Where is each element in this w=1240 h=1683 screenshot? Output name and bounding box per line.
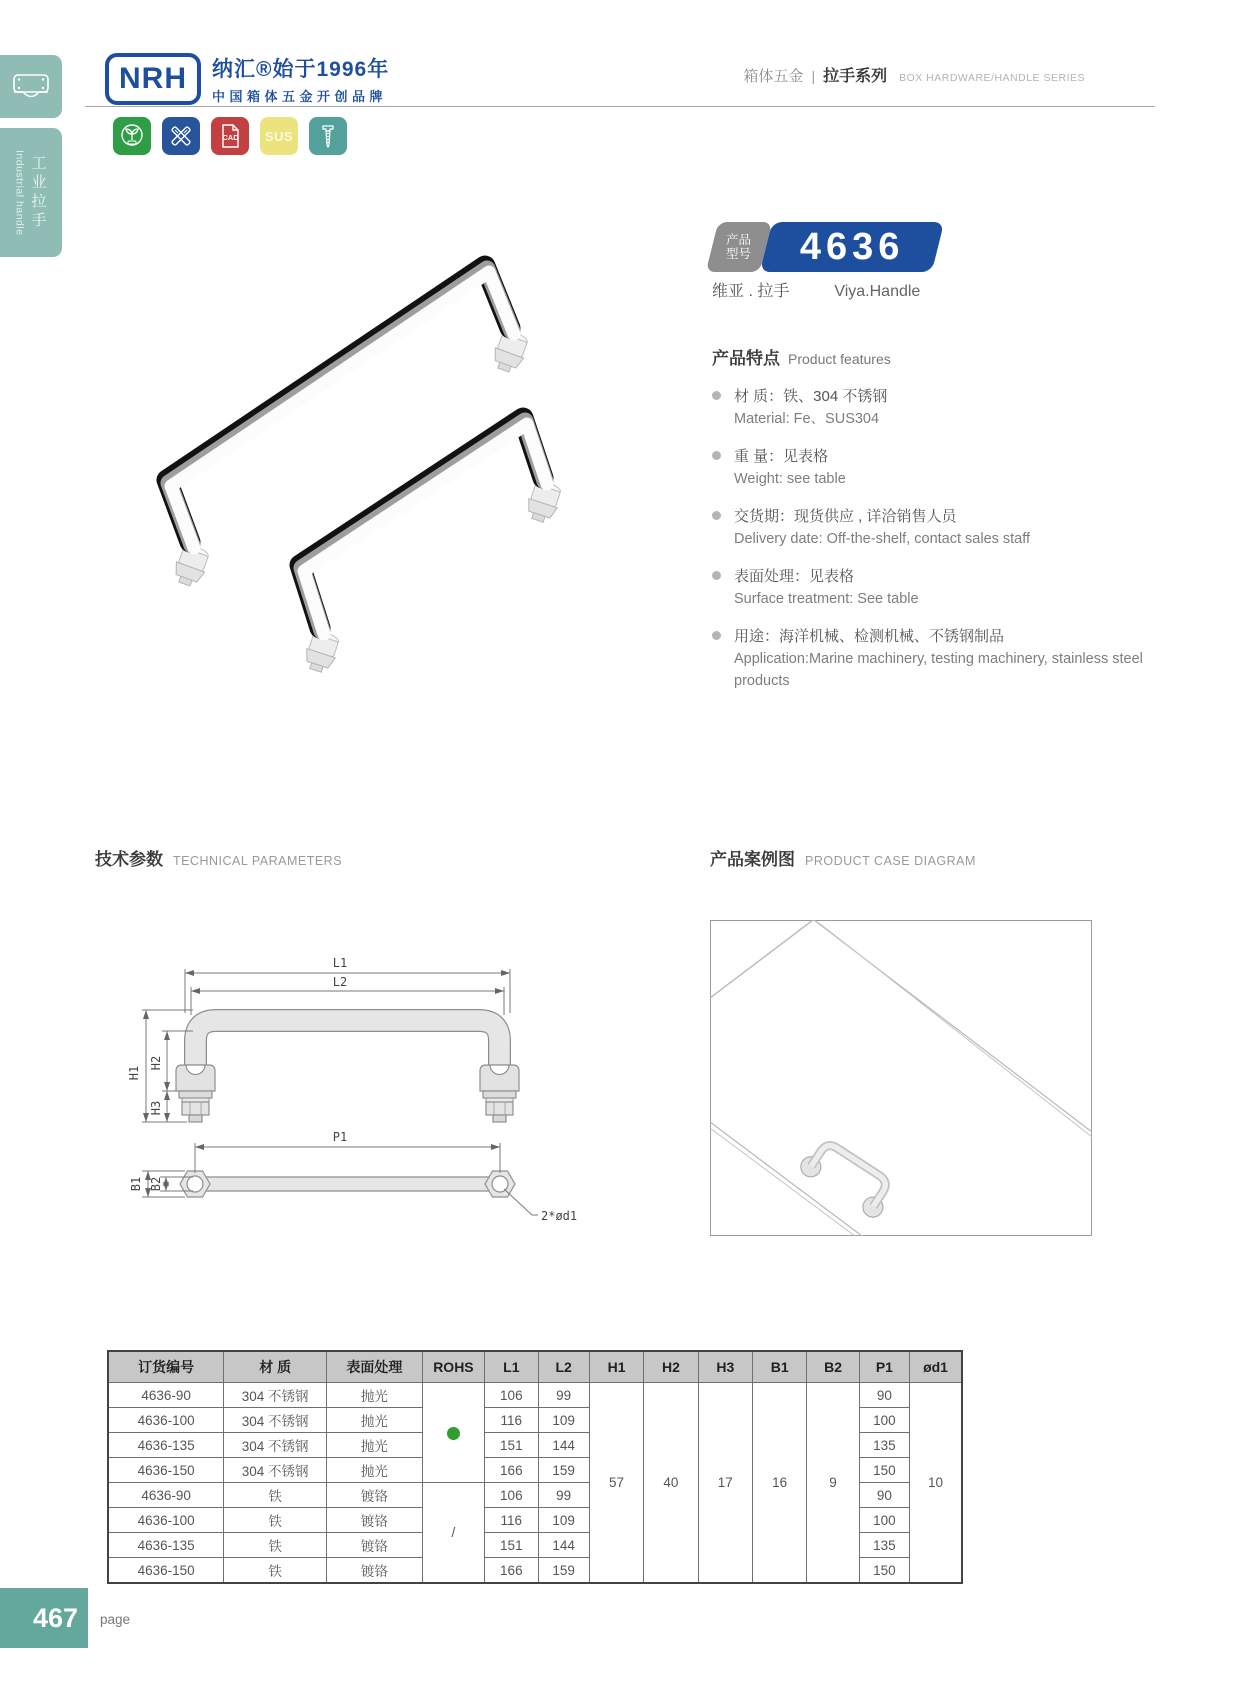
feature-en: Weight: see table <box>734 471 846 487</box>
col-material: 材 质 <box>224 1351 327 1383</box>
table-header-row <box>108 1351 962 1383</box>
product-name-zh: 维亚 . 拉手 <box>712 283 790 300</box>
product-features <box>712 344 1152 707</box>
dim-label-h3: H3 <box>149 1100 163 1116</box>
feature-zh: 表面处理：见表格 <box>734 568 855 585</box>
feature-zh: 用途：海洋机械、检测机械、不锈钢制品 <box>734 628 1005 645</box>
spec-table <box>107 1350 963 1584</box>
features-title-zh: 产品特点 <box>712 349 780 368</box>
dim-label-l2: L2 <box>332 975 348 989</box>
col-h3: H3 <box>698 1351 752 1383</box>
feature-item <box>712 625 1152 692</box>
dim-label-hole: 2*ød1 <box>541 1209 578 1223</box>
col-surface: 表面处理 <box>327 1351 423 1383</box>
table-row: 4636-135 304 不锈钢 抛光 151 144 135 <box>108 1433 962 1458</box>
table-row: 4636-90 铁 镀铬 / 106 99 90 <box>108 1483 962 1508</box>
col-p1: P1 <box>859 1351 909 1383</box>
feature-item <box>712 445 1152 490</box>
bullet-icon <box>712 511 721 520</box>
sus-material-icon <box>260 117 298 155</box>
case-heading-zh: 产品案例图 <box>710 850 795 869</box>
col-od1: ød1 <box>910 1351 962 1383</box>
eco-plant-icon <box>113 117 151 155</box>
dim-label-b2: B2 <box>149 1176 163 1192</box>
dim-label-h2: H2 <box>149 1055 163 1071</box>
bullet-icon <box>712 571 721 580</box>
feature-item <box>712 385 1152 430</box>
series-name-en: BOX HARDWARE/HANDLE SERIES <box>899 72 1085 84</box>
feature-en: Material: Fe、SUS304 <box>734 411 880 427</box>
handle-photo-small <box>300 418 564 675</box>
col-b2: B2 <box>807 1351 859 1383</box>
screw-icon <box>309 117 347 155</box>
product-name-en: Viya.Handle <box>834 283 921 300</box>
cad-label: CAD <box>222 133 239 142</box>
bullet-icon <box>712 451 721 460</box>
rohs-green-dot <box>447 1427 460 1440</box>
col-h2: H2 <box>644 1351 698 1383</box>
col-b1: B1 <box>752 1351 806 1383</box>
table-row: 4636-150 铁 镀铬 166 159 150 <box>108 1558 962 1584</box>
dim-label-l1: L1 <box>332 956 348 970</box>
case-diagram-heading <box>710 845 976 870</box>
brand-logo <box>105 53 201 105</box>
page-number: 467 <box>32 1602 78 1633</box>
series-separator: | <box>811 68 816 84</box>
case-heading-en: PRODUCT CASE DIAGRAM <box>805 854 976 868</box>
feature-en: Surface treatment: See table <box>734 591 919 607</box>
case-handle-icon <box>9 67 53 107</box>
brand-tagline <box>212 53 389 105</box>
feature-zh: 材 质：铁、304 不锈钢 <box>734 388 888 405</box>
col-h1: H1 <box>589 1351 643 1383</box>
bullet-icon <box>712 631 721 640</box>
brand-tagline-line2: 中国箱体五金开创品牌 <box>212 89 388 104</box>
col-rohs: ROHS <box>422 1351 484 1383</box>
table-row: 4636-150 304 不锈钢 抛光 166 159 150 <box>108 1458 962 1483</box>
product-case-diagram <box>710 920 1092 1236</box>
col-l2: L2 <box>538 1351 589 1383</box>
brand-logo-text: NRH <box>119 62 187 95</box>
dim-label-h1: H1 <box>127 1065 141 1081</box>
cad-file-icon <box>211 117 249 155</box>
tech-heading-en: TECHNICAL PARAMETERS <box>173 854 343 868</box>
table-row: 4636-100 304 不锈钢 抛光 116 109 100 <box>108 1408 962 1433</box>
feature-en: Delivery date: Off-the-shelf, contact sales staff <box>734 531 1031 547</box>
drawing-top-view <box>180 1171 515 1197</box>
model-tag-line1: 产品 <box>726 233 752 247</box>
sidebar-item-industrial-handle <box>0 128 62 257</box>
feature-zh: 交货期：现货供应 , 详洽销售人员 <box>734 508 957 525</box>
series-category: 箱体五金 <box>743 68 804 85</box>
design-tools-icon <box>162 117 200 155</box>
page-number-badge <box>0 1588 88 1648</box>
table-row: 4636-90 304 不锈钢 抛光 106 99 57 40 17 16 9 90 10 <box>108 1383 962 1408</box>
feature-item <box>712 565 1152 610</box>
header-divider <box>85 106 1155 107</box>
model-number-banner <box>760 222 944 272</box>
feature-en: Application:Marine machinery, testing machinery, stainless steel products <box>734 651 1143 689</box>
series-header <box>743 63 1085 86</box>
table-row: 4636-135 铁 镀铬 151 144 135 <box>108 1533 962 1558</box>
rohs-pass-cell <box>422 1383 484 1483</box>
product-photo-handles <box>95 180 640 680</box>
table-row: 4636-100 铁 镀铬 116 109 100 <box>108 1508 962 1533</box>
col-order-no: 订货编号 <box>108 1351 224 1383</box>
tech-heading-zh: 技术参数 <box>95 850 163 869</box>
model-number: 4636 <box>799 225 905 268</box>
certification-icons <box>113 117 347 155</box>
page-label: page <box>100 1612 131 1627</box>
sidebar-category-tab <box>0 55 62 118</box>
dim-label-p1: P1 <box>332 1130 348 1144</box>
rohs-na-cell: / <box>422 1483 484 1584</box>
feature-zh: 重 量：见表格 <box>734 448 829 465</box>
feature-item <box>712 505 1152 550</box>
brand-tagline-line1: 纳汇®始于1996年 <box>212 58 390 81</box>
sidebar-label-en: Industrial handle <box>13 149 26 236</box>
model-tag-line2: 型号 <box>726 247 752 261</box>
features-title <box>712 344 1152 369</box>
bullet-icon <box>712 391 721 400</box>
product-name <box>712 278 920 301</box>
sidebar-label-zh: 工业拉手 <box>29 154 47 231</box>
technical-parameters-heading <box>95 845 342 870</box>
col-l1: L1 <box>485 1351 538 1383</box>
dim-label-b1: B1 <box>129 1176 143 1192</box>
series-name: 拉手系列 <box>823 68 888 85</box>
technical-drawing <box>90 885 630 1275</box>
features-title-en: Product features <box>788 351 891 367</box>
sus-label: SUS <box>264 128 294 144</box>
drawing-front-view <box>176 1021 519 1123</box>
